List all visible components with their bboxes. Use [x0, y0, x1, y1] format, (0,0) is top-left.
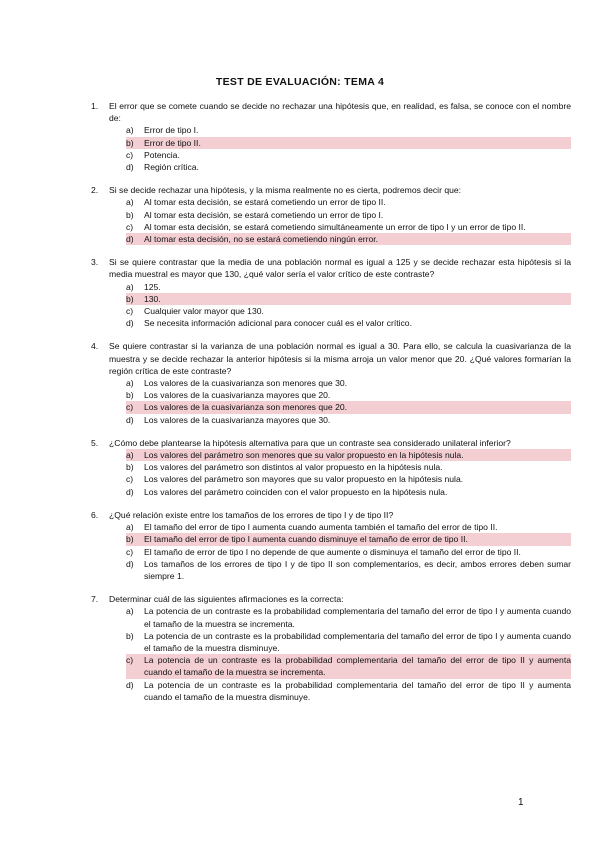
option-text: Los valores de la cuasivarianza mayores que 20.	[144, 390, 331, 401]
option-text: Al tomar esta decisión, se estará cometiendo simultáneamente un error de tipo I y un error de tipo II.	[144, 221, 526, 232]
option-letter: b)	[126, 293, 144, 305]
answer-option	[126, 221, 571, 233]
question-number: 4.	[91, 341, 99, 352]
question-text: Se quiere contrastar si la varianza de una población normal es igual a 30. Para ello, se calcula la cuasivarianza de la muestra y se decide rechazar la anterior hipótesis si la misma arroja un valor menor que 20. ¿Qué valores formarían la región crítica de este contraste?	[109, 341, 571, 376]
option-text: Los valores de la cuasivarianza son menores que 20.	[144, 401, 571, 413]
option-letter: b)	[126, 630, 134, 641]
question-number: 5.	[91, 437, 99, 448]
option-list	[126, 605, 571, 703]
option-letter: b)	[126, 390, 134, 401]
answer-option	[126, 124, 571, 136]
answer-option-highlighted	[126, 293, 571, 305]
option-list	[126, 281, 571, 330]
option-text: Al tomar esta decisión, no se estará cometiendo ningún error.	[144, 233, 571, 245]
option-text: Al tomar esta decisión, se estará cometiendo un error de tipo II.	[144, 197, 386, 208]
answer-option-highlighted	[126, 401, 571, 413]
answer-option	[126, 196, 571, 208]
question-stem	[91, 100, 571, 124]
option-text: Los valores del parámetro son menores que su valor propuesto en la hipótesis nula.	[144, 449, 571, 461]
answer-option	[126, 521, 571, 533]
option-letter: d)	[126, 162, 134, 173]
option-text: Los valores del parámetro coinciden con el valor propuesto en la hipótesis nula.	[144, 486, 448, 497]
answer-option-highlighted	[126, 233, 571, 245]
question-7	[91, 593, 571, 703]
option-text: El tamaño del error de tipo I aumenta cuando aumenta también el tamaño del error de tipo II.	[144, 522, 498, 533]
option-letter: a)	[126, 522, 134, 533]
option-letter: b)	[126, 209, 134, 220]
question-text: ¿Qué relación existe entre los tamaños de los errores de tipo I y de tipo II?	[109, 509, 394, 520]
option-letter: a)	[126, 378, 134, 389]
answer-option	[126, 149, 571, 161]
option-list	[126, 521, 571, 582]
question-stem	[91, 256, 571, 280]
answer-option	[126, 679, 571, 703]
option-text: El tamaño de error de tipo I no depende de que aumente o disminuya el tamaño del error de tipo II.	[144, 546, 521, 557]
option-text: La potencia de un contraste es la probabilidad complementaria del tamaño del error de tipo II y aumenta cuando el tamaño de la muestra disminuye.	[144, 679, 571, 702]
answer-option-highlighted	[126, 449, 571, 461]
option-text: 130.	[144, 293, 571, 305]
option-letter: d)	[126, 414, 134, 425]
option-text: Cualquier valor mayor que 130.	[144, 306, 264, 317]
option-text: Error de tipo II.	[144, 137, 571, 149]
option-list	[126, 196, 571, 245]
option-text: La potencia de un contraste es la probabilidad complementaria del tamaño del error de tipo I y aumenta cuando el tamaño de la muestra disminuye.	[144, 630, 571, 653]
answer-option	[126, 161, 571, 173]
question-stem	[91, 437, 571, 449]
option-letter: d)	[126, 318, 134, 329]
question-text: El error que se comete cuando se decide no rechazar una hipótesis que, en realidad, es falsa, se conoce con el nombre de:	[109, 101, 571, 124]
answer-option	[126, 281, 571, 293]
page-number: 1	[518, 797, 524, 808]
option-text: Región crítica.	[144, 162, 199, 173]
option-letter: a)	[126, 281, 134, 292]
answer-option	[126, 630, 571, 654]
option-letter: b)	[126, 137, 144, 149]
answer-option-highlighted	[126, 533, 571, 545]
answer-option	[126, 605, 571, 629]
option-text: 125.	[144, 281, 161, 292]
answer-option	[126, 414, 571, 426]
option-letter: c)	[126, 149, 134, 160]
question-stem	[91, 593, 571, 605]
answer-option	[126, 377, 571, 389]
question-text: Determinar cuál de las siguientes afirmaciones es la correcta:	[109, 594, 344, 605]
option-letter: c)	[126, 306, 134, 317]
question-number: 7.	[91, 594, 99, 605]
answer-option-highlighted	[126, 137, 571, 149]
answer-option	[126, 461, 571, 473]
option-text: Los valores de la cuasivarianza son menores que 30.	[144, 378, 348, 389]
answer-option-highlighted	[126, 654, 571, 678]
question-number: 1.	[91, 101, 99, 111]
option-letter: a)	[126, 606, 134, 617]
question-text: Si se quiere contrastar que la media de una población normal es igual a 125 y se decide rechazar esta hipótesis si la media muestral es mayor que 130, ¿qué valor sería el valor crítico de este contraste?	[109, 257, 571, 280]
question-2	[91, 184, 571, 245]
question-list	[91, 100, 571, 714]
answer-option	[126, 389, 571, 401]
option-text: Los valores del parámetro son distintos al valor propuesto en la hipótesis nula.	[144, 462, 443, 473]
answer-option	[126, 558, 571, 582]
answer-option	[126, 317, 571, 329]
option-list	[126, 377, 571, 426]
option-text: Los valores del parámetro son mayores que su valor propuesto en la hipótesis nula.	[144, 474, 464, 485]
option-text: Potencia.	[144, 149, 180, 160]
option-letter: c)	[126, 654, 144, 678]
question-4	[91, 340, 571, 425]
option-list	[126, 124, 571, 173]
option-letter: a)	[126, 197, 134, 208]
option-letter: b)	[126, 462, 134, 473]
question-text: Si se decide rechazar una hipótesis, y la misma realmente no es cierta, podremos decir que:	[109, 185, 462, 196]
answer-option	[126, 209, 571, 221]
option-text: Se necesita información adicional para conocer cuál es el valor crítico.	[144, 318, 412, 329]
answer-option	[126, 305, 571, 317]
option-letter: d)	[126, 233, 144, 245]
question-text: ¿Cómo debe plantearse la hipótesis alternativa para que un contraste sea considerado unilateral inferior?	[109, 437, 511, 448]
option-letter: d)	[126, 679, 134, 690]
question-number: 6.	[91, 509, 99, 520]
option-text: El tamaño del error de tipo I aumenta cuando disminuye el tamaño de error de tipo II.	[144, 533, 571, 545]
question-stem	[91, 509, 571, 521]
option-letter: c)	[126, 221, 134, 232]
option-letter: a)	[126, 125, 134, 136]
option-letter: d)	[126, 558, 134, 569]
option-text: Los valores de la cuasivarianza mayores que 30.	[144, 414, 331, 425]
question-stem	[91, 184, 571, 196]
option-text: La potencia de un contraste es la probabilidad complementaria del tamaño del error de tipo I y aumenta cuando el tamaño de la muestra se incrementa.	[144, 606, 571, 629]
option-letter: c)	[126, 401, 144, 413]
option-text: Error de tipo I.	[144, 125, 199, 136]
answer-option	[126, 546, 571, 558]
option-letter: c)	[126, 546, 134, 557]
question-number: 3.	[91, 257, 99, 268]
option-letter: c)	[126, 474, 134, 485]
question-3	[91, 256, 571, 329]
question-number: 2.	[91, 185, 99, 196]
option-list	[126, 449, 571, 498]
question-5	[91, 437, 571, 498]
option-letter: b)	[126, 533, 144, 545]
option-letter: a)	[126, 449, 144, 461]
question-stem	[91, 340, 571, 377]
question-1	[91, 100, 571, 173]
answer-option	[126, 473, 571, 485]
question-6	[91, 509, 571, 582]
answer-option	[126, 486, 571, 498]
option-text: La potencia de un contraste es la probabilidad complementaria del tamaño del error de tipo II y aumenta cuando el tamaño de la muestra se incrementa.	[144, 655, 571, 678]
option-letter: d)	[126, 486, 134, 497]
option-text: Al tomar esta decisión, se estará cometiendo un error de tipo I.	[144, 209, 384, 220]
option-text: Los tamaños de los errores de tipo I y de tipo II son complementarios, es decir, ambos errores deben sumar siempre 1.	[144, 558, 571, 581]
page-title: TEST DE EVALUACIÓN: TEMA 4	[215, 76, 385, 88]
